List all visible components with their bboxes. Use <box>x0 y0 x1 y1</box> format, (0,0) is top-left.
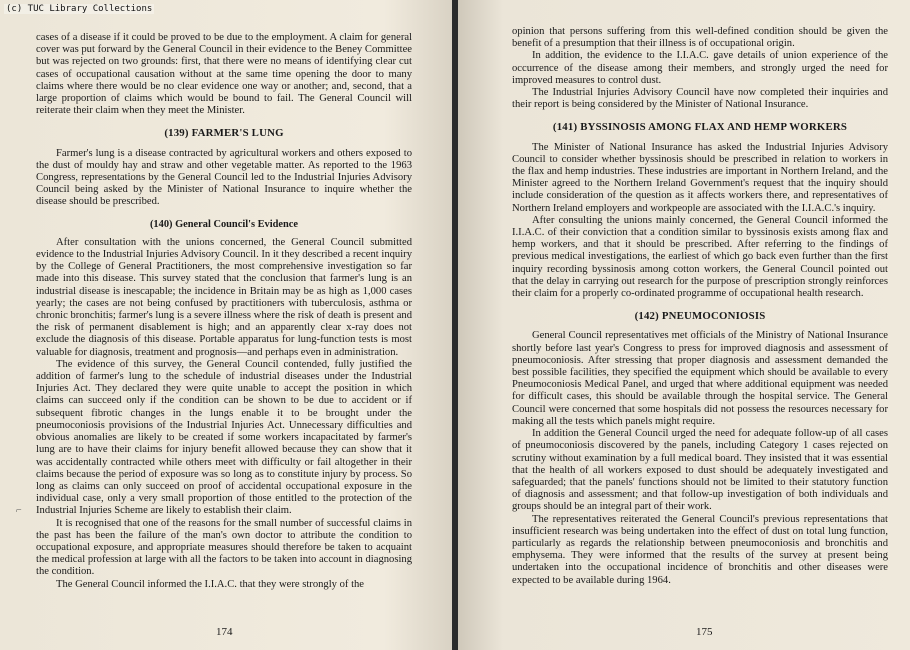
section-heading-139: (139) FARMER'S LUNG <box>164 127 284 140</box>
paragraph: The Industrial Injuries Advisory Council have now completed their inquiries and their report is being considered by the Minister of National Insurance. <box>512 87 888 111</box>
section-heading-142: (142) PNEUMOCONIOSIS <box>634 310 766 323</box>
paragraph: In addition, the evidence to the I.I.A.C. gave details of union experience of the occurrence of the disease among their members, and strongly urged the need for improved measures to control dust. <box>512 50 888 86</box>
section-heading-141: (141) BYSSINOSIS AMONG FLAX AND HEMP WORKERS <box>552 121 848 134</box>
right-text-column <box>512 26 888 587</box>
left-page <box>0 0 452 650</box>
paragraph: After consultation with the unions concerned, the General Council submitted evidence to the Industrial Injuries Advisory Council. In it they described a recent inquiry by the College of General Practitioners, the most comprehensive investigation so far made into this disease. This survey stated that the conclusion that farmer's lung is an industrial disease is inescapable; the incidence in Britain may be as high as 1,000 cases yearly; the cases are not being confused by practitioners with tuberculosis, asthma or chronic bronchitis; farmer's lung is a severe illness where the risk of death is present and the risk of permanent disablement is high; and an apparently clear x-ray does not exclude the diagnosis of this disease. Portable apparatus for lung-function tests is most valuable for diagnosis, treatment and prognosis—and perhaps even in administration. <box>36 236 412 358</box>
page-number: 174 <box>216 626 233 638</box>
page-number: 175 <box>696 626 713 638</box>
paragraph: In addition the General Council urged the need for adequate follow-up of all cases of pneumoconiosis discovered by the panels, including Category 1 cases rejected on scrutiny without examination by a full medical board. They insisted that it was essential that the health of all workers exposed to dust should be adequately investigated and safeguarded; that the panels' functions should not be limited to their statutory function of diagnosis and assessment; and that follow-up investigation of both individuals and groups should be an integral part of their work. <box>512 428 888 513</box>
left-text-column <box>36 32 412 591</box>
paragraph: The representatives reiterated the General Council's previous representations that insufficient research was being undertaken into the effect of dust on total lung function, particularly as regards the relationship between pneumoconiosis and bronchitis and emphysema. They were informed that the results of the survey at present being undertaken into the occupational incidence of bronchitis and other diseases were expected to be available during 1964. <box>512 513 888 586</box>
paragraph: It is recognised that one of the reasons for the small number of successful claims in the past has been the failure of the man's own doctor to attribute the condition to occupational exposure, and appropriate measures should therefore be taken to acquaint the medical profession at large with all the factors to be taken into account in diagnosing the condition. <box>36 517 412 578</box>
paragraph: Farmer's lung is a disease contracted by agricultural workers and others exposed to the dust of mouldy hay and straw and other vegetable matter. As reported to the 1963 Congress, representations by the General Council led to the Industrial Injuries Advisory Council being asked by the Minister of National Insurance to inquire whether the disease should be prescribed. <box>36 147 412 208</box>
section-heading-140: (140) General Council's Evidence <box>149 218 299 230</box>
paragraph: The General Council informed the I.I.A.C. that they were strongly of the <box>56 578 365 590</box>
paragraph: After consulting the unions mainly concerned, the General Council informed the I.I.A.C. of their conviction that a condition similar to byssinosis exists among flax and hemp workers, and that it should be prescribed. After referring to the findings of previous medical investigations, the earliest of which go back even further than the first inquiry recording byssinosis among cotton workers, the General Council pointed out that the delay in carrying out research for the purpose of prescription strongly reinforces their claim for a properly co-ordinated programme of occupational health research. <box>512 214 888 300</box>
paragraph: cases of a disease if it could be proved to be due to the employment. A claim for general cover was put forward by the General Council in their evidence to the Beney Committee but was rejected on two grounds: first, that there were no means of identifying clear cut cases of occupational causation without at the same time opening the door to many claims where there would be no clear evidence one way or another; and, second, that a large proportion of claims which would be bound to fail. The General Council will reiterate their claim when they meet the Minister. <box>36 32 412 117</box>
paragraph: opinion that persons suffering from this well-defined condition should be given the benefit of a presumption that their illness is of occupational origin. <box>512 26 888 50</box>
paragraph: The Minister of National Insurance has asked the Industrial Injuries Advisory Council to consider whether byssinosis should be prescribed in relation to workers in the flax and hemp industries. These industries are important in Northern Ireland, and the Minister agreed to the Northern Ireland Government's request that the inquiry should include consideration of the question as it affects workers there, and representatives of Northern Ireland employers and workpeople are associated with the I.I.A.C.'s inquiry. <box>512 141 888 214</box>
paragraph: The evidence of this survey, the General Council contended, fully justified the addition of farmer's lung to the schedule of industrial diseases under the Industrial Injuries Act. They declared they were quite unable to accept the position in which claims can succeed only if the condition can be shown to be due to accident or if subsequent fibrotic changes in the lungs enable it to be brought under the pneumoconiosis provisions of the Industrial Injuries Act. Unnecessary difficulties and obvious anomalies are likely to be created if some workers incapacitated by farmer's lung are to have their claims for injury benefit allowed because they can show that it was accidentally contracted while others meet with difficulty or fail altogether in their claims because the period of exposure was so long as to constitute injury by process. So long as claims can only succeed on proof of accidental occupational exposure in the individual case, only a very small proportion of those entitled to the protection of the Industrial Injuries Scheme are likely to establish their claim. <box>36 358 412 517</box>
paragraph: General Council representatives met officials of the Ministry of National Insurance shortly before last year's Congress to press for improved diagnosis and assessment of pneumoconiosis. After stressing that proper diagnosis and assessment demanded the best possible facilities, they specified the equipment which should be available to every Pneumoconiosis Medical Panel, and urged that where additional equipment was needed for difficult cases, this should be available through the hospital service. The General Council were concerned that some hospitals did not possess the resources necessary for making all the tests which panels might require. <box>512 330 888 427</box>
margin-mark: ⌐ <box>16 505 22 516</box>
watermark: (c) TUC Library Collections <box>6 4 153 14</box>
right-page <box>458 0 910 650</box>
